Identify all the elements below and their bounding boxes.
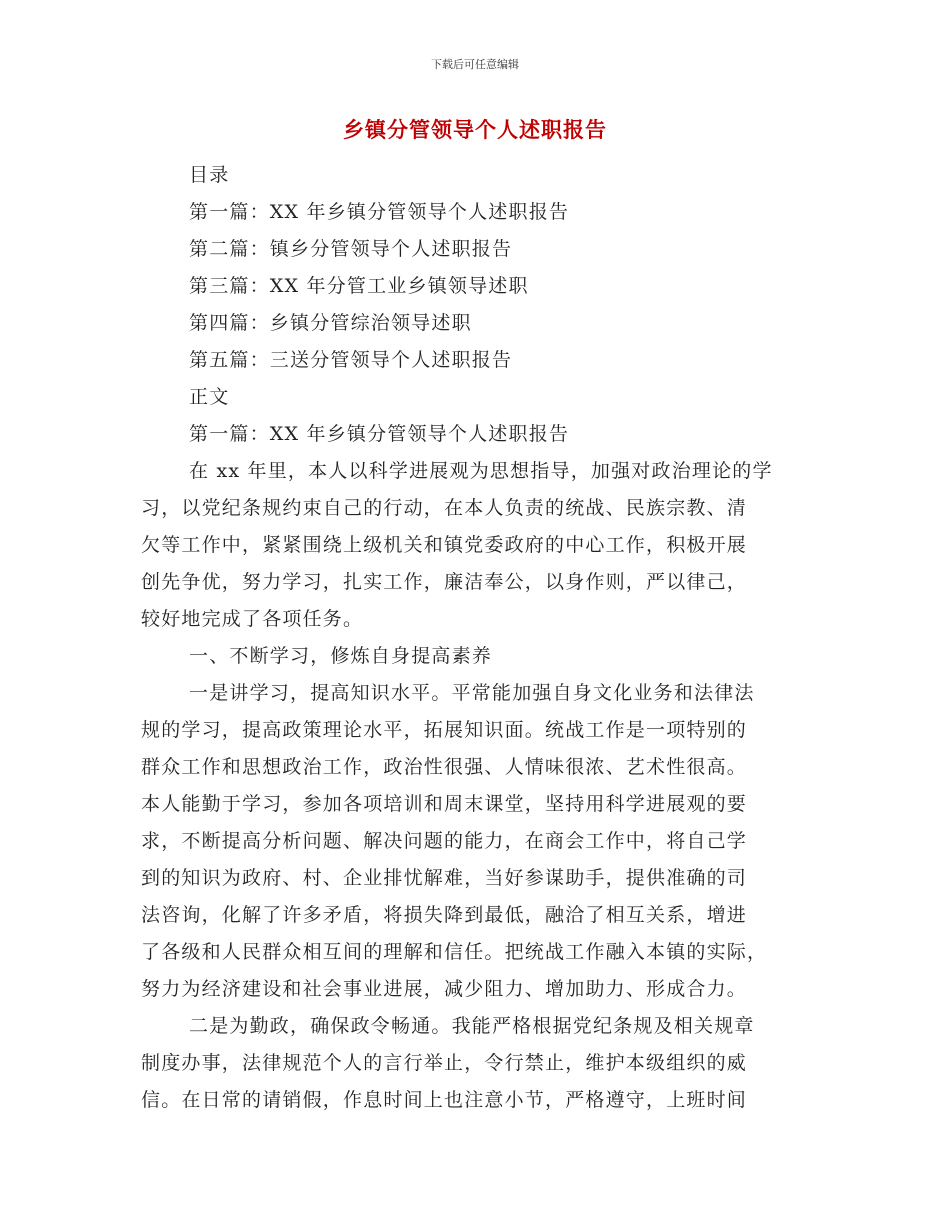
text-line: 正文 (189, 386, 230, 408)
text-line: 较好地完成了各项任务。 (141, 608, 364, 630)
text-line: 目录 (189, 164, 230, 186)
text-line: 第四篇：乡镇分管综治领导述职 (189, 312, 472, 334)
text-line: 制度办事，法律规范个人的言行举止，令行禁止，维护本级组织的威 (141, 1052, 748, 1074)
text-line: 努力为经济建设和社会事业进展，减少阻力、增加助力、形成合力。 (141, 978, 748, 1000)
text-line: 第二篇：镇乡分管领导个人述职报告 (189, 238, 513, 260)
header-note: 下载后可任意编辑 (431, 58, 519, 71)
text-line: 法咨询，化解了许多矛盾，将损失降到最低，融洽了相互关系，增进 (141, 904, 748, 926)
text-line: 第一篇：XX 年乡镇分管领导个人述职报告 (189, 201, 570, 223)
text-line: 创先争优，努力学习，扎实工作，廉洁奉公，以身作则，严以律己， (141, 571, 748, 593)
text-line: 求，不断提高分析问题、解决问题的能力，在商会工作中，将自己学 (141, 830, 748, 852)
document-title: 乡镇分管领导个人述职报告 (343, 118, 607, 142)
text-line: 一是讲学习，提高知识水平。平常能加强自身文化业务和法律法 (189, 682, 755, 704)
text-line: 第三篇：XX 年分管工业乡镇领导述职 (189, 275, 529, 297)
text-line: 规的学习，提高政策理论水平，拓展知识面。统战工作是一项特别的 (141, 719, 748, 741)
text-line: 第五篇：三送分管领导个人述职报告 (189, 349, 513, 371)
text-line: 二是为勤政，确保政令畅通。我能严格根据党纪条规及相关规章 (189, 1015, 755, 1037)
text-line: 了各级和人民群众相互间的理解和信任。把统战工作融入本镇的实际， (141, 941, 768, 963)
text-line: 在 xx 年里，本人以科学进展观为思想指导，加强对政治理论的学 (189, 460, 773, 482)
text-line: 本人能勤于学习，参加各项培训和周末课堂，坚持用科学进展观的要 (141, 793, 748, 815)
text-line: 习，以党纪条规约束自己的行动，在本人负责的统战、民族宗教、清 (141, 497, 748, 519)
document-body (141, 157, 801, 1119)
text-line: 一、不断学习，修炼自身提高素养 (189, 645, 493, 667)
text-line: 群众工作和思想政治工作，政治性很强、人情味很浓、艺术性很高。 (141, 756, 748, 778)
text-line: 第一篇：XX 年乡镇分管领导个人述职报告 (189, 423, 570, 445)
text-line: 欠等工作中，紧紧围绕上级机关和镇党委政府的中心工作，积极开展 (141, 534, 748, 556)
text-line: 到的知识为政府、村、企业排忧解难，当好参谋助手，提供准确的司 (141, 867, 748, 889)
text-line: 信。在日常的请销假，作息时间上也注意小节，严格遵守，上班时间 (141, 1089, 748, 1111)
